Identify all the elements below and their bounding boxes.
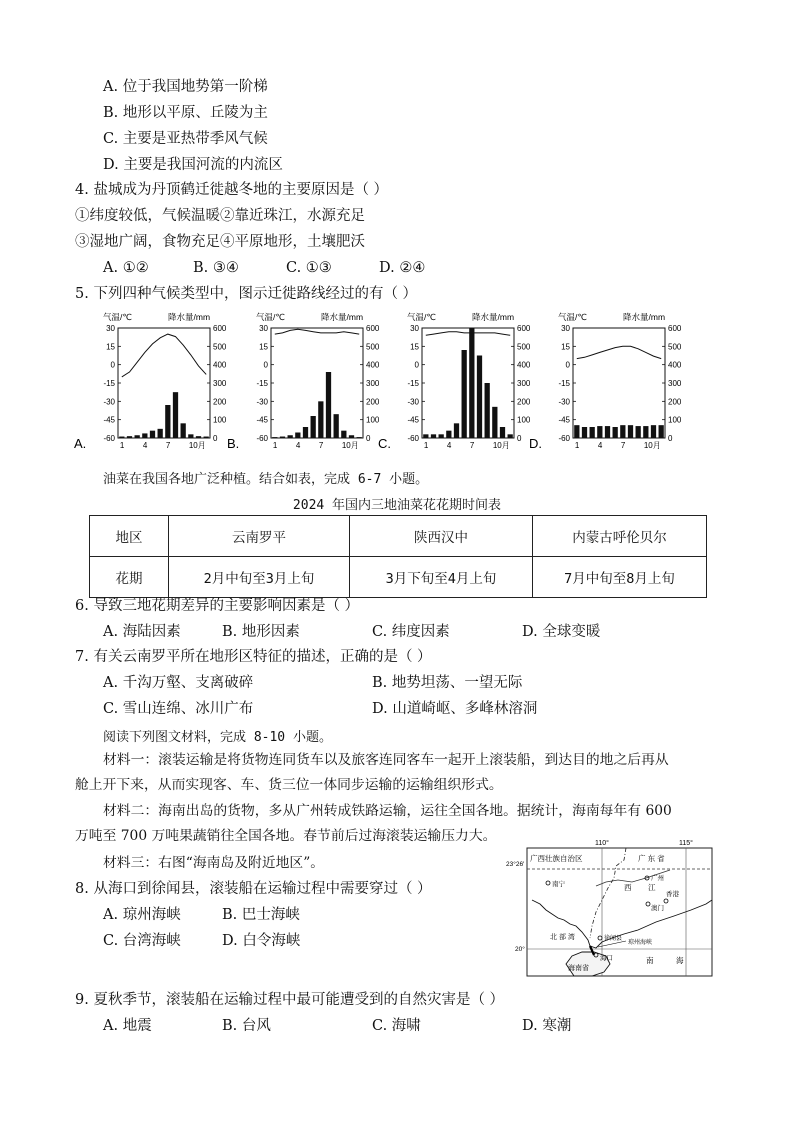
precip-tick-label: 200: [517, 397, 531, 407]
precip-tick-label: 300: [213, 379, 227, 388]
precip-tick-label: 400: [668, 360, 682, 370]
temp-tick-label: 15: [410, 342, 419, 352]
q8-option-b: B. 巴士海峡: [222, 907, 300, 923]
q3-option-d: D. 主要是我国河流的内流区: [103, 157, 283, 173]
q8-stem: 8. 从海口到徐闻县，滚装船在运输过程中需要穿过（ ）: [75, 881, 432, 897]
precip-bar: [597, 426, 602, 438]
q6-stem: 6. 导致三地花期差异的主要影响因素是（ ）: [75, 598, 360, 614]
q3-option-b: B. 地形以平原、丘陵为主: [103, 105, 268, 121]
plot-frame: [422, 328, 514, 438]
month-tick-label: 10月: [188, 441, 206, 450]
flowering-table: [89, 515, 707, 598]
precip-tick-label: 200: [668, 397, 682, 407]
precip-bar: [485, 383, 490, 438]
material-1-line2: 舱上开下来，从而实现客、车、货三位一体同步运输的运输组织形式。: [75, 777, 503, 793]
precip-tick-label: 500: [213, 342, 227, 352]
precip-axis-title: 降水量/mm: [472, 312, 515, 322]
table-head-row: [90, 516, 707, 557]
table-head-cell: 内蒙古呼伦贝尔: [533, 516, 707, 557]
precip-bar: [613, 427, 618, 438]
temp-tick-label: -60: [103, 434, 115, 443]
precip-tick-label: 300: [366, 379, 380, 388]
q6-option-c: C. 纬度因素: [372, 624, 450, 640]
temp-tick-label: -45: [407, 415, 419, 425]
precip-tick-label: 0: [213, 434, 218, 443]
precip-bar: [349, 435, 354, 438]
temp-tick-label: 0: [110, 360, 115, 370]
month-tick-label: 1: [423, 441, 429, 450]
map-label-nan: 南: [646, 956, 654, 965]
q4-line2: ③湿地广阔，食物充足④平原地形，土壤肥沃: [75, 234, 365, 250]
map-label-aomen: 澳门: [651, 905, 664, 912]
precip-tick-label: 600: [517, 324, 531, 333]
precip-bar: [423, 434, 428, 438]
temperature-line: [275, 329, 359, 334]
precip-tick-label: 300: [517, 379, 531, 388]
map-label-guangxi: 广西壮族自治区: [530, 854, 583, 863]
q8-option-a: A. 琼州海峡: [103, 907, 181, 923]
map-label-xuwen: 徐闻县: [604, 936, 623, 942]
precip-bar: [334, 414, 339, 438]
map-label-guangdong: 广 东 省: [638, 854, 665, 863]
precip-tick-label: 600: [668, 324, 682, 333]
city-marker: [646, 902, 650, 906]
precip-tick-label: 500: [517, 342, 531, 352]
plot-frame: [573, 328, 665, 438]
q9-option-c: C. 海啸: [372, 1018, 421, 1034]
temp-tick-label: -45: [103, 415, 115, 425]
q4-stem: 4. 盐城成为丹顶鹤迁徙越冬地的主要原因是（ ）: [75, 182, 389, 198]
precip-bar: [135, 435, 140, 438]
temp-tick-label: -60: [558, 434, 570, 443]
precip-tick-label: 100: [213, 415, 227, 425]
city-marker: [664, 899, 668, 903]
temp-axis-title: 气温/℃: [558, 312, 587, 322]
plot-frame: [118, 328, 210, 438]
table-cell: 花期: [90, 557, 169, 598]
table-cell: 7月中旬至8月上旬: [533, 557, 707, 598]
precip-tick-label: 600: [213, 324, 227, 333]
precip-tick-label: 400: [213, 360, 227, 370]
map-label-hainan: 海南省: [568, 965, 589, 972]
precip-tick-label: 600: [366, 324, 380, 333]
table-head-cell: 陕西汉中: [350, 516, 533, 557]
map-lon-110: 110°: [595, 840, 609, 847]
precip-bar: [462, 350, 467, 438]
q3-option-a: A. 位于我国地势第一阶梯: [103, 79, 268, 95]
month-tick-label: 7: [620, 441, 626, 450]
precip-bar: [439, 434, 444, 438]
precip-bar: [196, 436, 201, 438]
precip-bar: [454, 423, 459, 438]
precip-tick-label: 500: [668, 342, 682, 352]
q7-option-c: C. 雪山连绵、冰川广布: [103, 701, 254, 717]
month-tick-label: 7: [318, 441, 324, 450]
q9-option-a: A. 地震: [103, 1018, 152, 1034]
month-tick-label: 4: [142, 441, 148, 450]
q6-option-b: B. 地形因素: [222, 624, 300, 640]
precip-tick-label: 100: [668, 415, 682, 425]
precip-bar: [165, 405, 170, 438]
month-tick-label: 7: [469, 441, 475, 450]
precip-tick-label: 0: [668, 434, 673, 443]
temp-tick-label: 15: [106, 342, 115, 352]
material-1-line1: 材料一：滚装运输是将货物连同货车以及旅客连同客车一起开上滚装船，到达目的地之后再从: [103, 752, 669, 768]
q9-option-b: B. 台风: [222, 1018, 271, 1034]
precip-bar: [643, 426, 648, 438]
q9-stem: 9. 夏秋季节，滚装船在运输过程中最可能遭受到的自然灾害是（ ）: [75, 992, 505, 1008]
map-label-qiongzhou: 琼州海峡: [628, 940, 653, 946]
temp-tick-label: 0: [414, 360, 419, 370]
map-label-xianggang: 香港: [666, 891, 679, 898]
temp-tick-label: -15: [558, 379, 570, 388]
month-tick-label: 10月: [643, 441, 661, 450]
temperature-line: [122, 334, 206, 377]
q8-option-c: C. 台湾海峡: [103, 933, 181, 949]
precip-bar: [127, 436, 132, 438]
precip-bar: [446, 431, 451, 438]
table-head-cell: 地区: [90, 516, 169, 557]
precip-bar: [326, 372, 331, 438]
month-tick-label: 1: [574, 441, 580, 450]
precip-bar: [158, 429, 163, 438]
city-marker: [598, 936, 602, 940]
precip-bar: [636, 426, 641, 438]
precip-tick-label: 300: [668, 379, 682, 388]
table-cell: 2月中旬至3月上旬: [169, 557, 350, 598]
temp-tick-label: -60: [407, 434, 419, 443]
precip-tick-label: 0: [366, 434, 371, 443]
precip-tick-label: 200: [213, 397, 227, 407]
precip-bar: [477, 356, 482, 439]
q5-stem: 5. 下列四种气候类型中，图示迁徙路线经过的有（ ）: [75, 286, 418, 302]
precip-tick-label: 400: [517, 360, 531, 370]
precip-bar: [295, 433, 300, 439]
month-tick-label: 7: [165, 441, 171, 450]
table-head-cell: 云南罗平: [169, 516, 350, 557]
map-label-hai: 海: [676, 956, 684, 965]
q4-line1: ①纬度较低，气候温暖②靠近珠江，水源充足: [75, 208, 365, 224]
q8-option-d: D. 白令海峡: [222, 933, 301, 949]
precip-bar: [341, 431, 346, 438]
precip-bar: [288, 435, 293, 438]
q7-option-a: A. 千沟万壑、支离破碎: [103, 675, 254, 691]
city-marker: [546, 881, 550, 885]
intro-6-7: 油菜在我国各地广泛种植。结合如表，完成 6-7 小题。: [103, 472, 429, 487]
map-label-xi: 西: [624, 883, 632, 892]
q9-option-d: D. 寒潮: [522, 1018, 572, 1034]
temp-tick-label: 30: [410, 324, 419, 333]
temp-tick-label: 0: [263, 360, 268, 370]
temp-tick-label: -60: [256, 434, 268, 443]
precip-bar: [280, 437, 285, 438]
temp-tick-label: 30: [561, 324, 570, 333]
q7-option-b: B. 地势坦荡、一望无际: [372, 675, 523, 691]
precip-bar: [188, 434, 193, 438]
chart-option-label: B.: [227, 436, 240, 451]
precip-tick-label: 100: [517, 415, 531, 425]
precip-bar: [574, 425, 579, 438]
map-lon-115: 115°: [679, 840, 693, 847]
precip-bar: [431, 434, 436, 438]
precip-bar: [605, 426, 610, 438]
temperature-line: [426, 332, 510, 336]
precip-bar: [628, 425, 633, 438]
table-title: 2024 年国内三地油菜花花期时间表: [292, 498, 502, 513]
climate-charts: [0, 308, 794, 458]
precip-tick-label: 500: [366, 342, 380, 352]
temp-tick-label: -45: [558, 415, 570, 425]
precip-bar: [469, 328, 474, 438]
map-lat-20: 20°: [515, 946, 525, 953]
chart-option-label: D.: [529, 436, 542, 451]
precip-bar: [508, 434, 513, 438]
q4-option-c: C. ①③: [286, 260, 332, 276]
month-tick-label: 1: [272, 441, 278, 450]
precip-axis-title: 降水量/mm: [623, 312, 666, 322]
temp-axis-title: 气温/℃: [256, 312, 285, 322]
map-label-haikou: 海口: [600, 955, 613, 962]
month-tick-label: 4: [446, 441, 452, 450]
q3-option-c: C. 主要是亚热带季风气候: [103, 131, 268, 147]
q4-option-a: A. ①②: [103, 260, 149, 276]
temp-tick-label: 30: [106, 324, 115, 333]
q7-option-d: D. 山道崎岖、多峰林溶洞: [372, 701, 538, 717]
temp-tick-label: 30: [259, 324, 268, 333]
q6-option-d: D. 全球变暖: [522, 624, 601, 640]
precip-bar: [150, 431, 155, 438]
temp-tick-label: -45: [256, 415, 268, 425]
temp-tick-label: -15: [103, 379, 115, 388]
map-label-jiang: 江: [648, 883, 656, 892]
temperature-line: [577, 346, 661, 358]
precip-bar: [303, 427, 308, 438]
precip-bar: [181, 423, 186, 438]
temp-tick-label: -30: [558, 397, 570, 407]
q4-option-b: B. ③④: [193, 260, 239, 276]
temp-tick-label: -15: [407, 379, 419, 388]
map-label-beibuwan: 北 部 湾: [550, 934, 575, 941]
q6-option-a: A. 海陆因素: [103, 624, 181, 640]
precip-tick-label: 400: [366, 360, 380, 370]
temp-axis-title: 气温/℃: [103, 312, 132, 322]
precip-bar: [357, 437, 362, 438]
chart-option-label: C.: [378, 436, 391, 451]
q7-stem: 7. 有关云南罗平所在地形区特征的描述，正确的是（ ）: [75, 649, 432, 665]
precip-bar: [651, 425, 656, 438]
precip-tick-label: 100: [366, 415, 380, 425]
chart-option-label: A.: [74, 436, 87, 451]
temp-axis-title: 气温/℃: [407, 312, 436, 322]
month-tick-label: 4: [295, 441, 301, 450]
precip-bar: [620, 425, 625, 438]
temp-tick-label: -15: [256, 379, 268, 388]
month-tick-label: 10月: [492, 441, 510, 450]
temp-tick-label: 15: [561, 342, 570, 352]
temp-tick-label: -30: [407, 397, 419, 407]
hainan-map: [506, 838, 718, 978]
precip-bar: [272, 437, 277, 438]
material-2-line2: 万吨至 700 万吨果蔬销往全国各地。春节前后过海滚装运输压力大。: [75, 828, 497, 844]
temp-tick-label: -30: [103, 397, 115, 407]
precip-bar: [311, 416, 316, 438]
month-tick-label: 1: [119, 441, 125, 450]
precip-bar: [318, 401, 323, 438]
material-2-line1: 材料二：海南出岛的货物，多从广州转成铁路运输，运往全国各地。据统计，海南每年有 600: [103, 803, 672, 819]
precip-bar: [582, 427, 587, 438]
precip-tick-label: 200: [366, 397, 380, 407]
precip-bar: [142, 433, 147, 438]
intro-8-10: 阅读下列图文材料，完成 8-10 小题。: [103, 730, 332, 745]
q4-option-d: D. ②④: [379, 260, 426, 276]
precip-axis-title: 降水量/mm: [168, 312, 211, 322]
temp-tick-label: 15: [259, 342, 268, 352]
precip-bar: [492, 407, 497, 438]
plot-frame: [271, 328, 363, 438]
table-cell: 3月下旬至4月上旬: [350, 557, 533, 598]
precip-bar: [659, 425, 664, 438]
temp-tick-label: 0: [565, 360, 570, 370]
precip-bar: [119, 437, 124, 438]
temp-tick-label: -30: [256, 397, 268, 407]
map-label-nanning: 南宁: [552, 881, 565, 888]
month-tick-label: 10月: [341, 441, 359, 450]
precip-bar: [204, 437, 209, 438]
table-row: [90, 557, 707, 598]
province-border: [590, 848, 626, 938]
precip-tick-label: 0: [517, 434, 522, 443]
month-tick-label: 4: [597, 441, 603, 450]
precip-axis-title: 降水量/mm: [321, 312, 364, 322]
precip-bar: [590, 427, 595, 438]
map-label-guangzhou: 广州: [651, 875, 664, 882]
map-lat-2326: 23°26′: [506, 861, 525, 868]
material-3: 材料三：右图“海南岛及附近地区”。: [103, 855, 325, 871]
precip-bar: [173, 392, 178, 438]
precip-bar: [500, 427, 505, 438]
